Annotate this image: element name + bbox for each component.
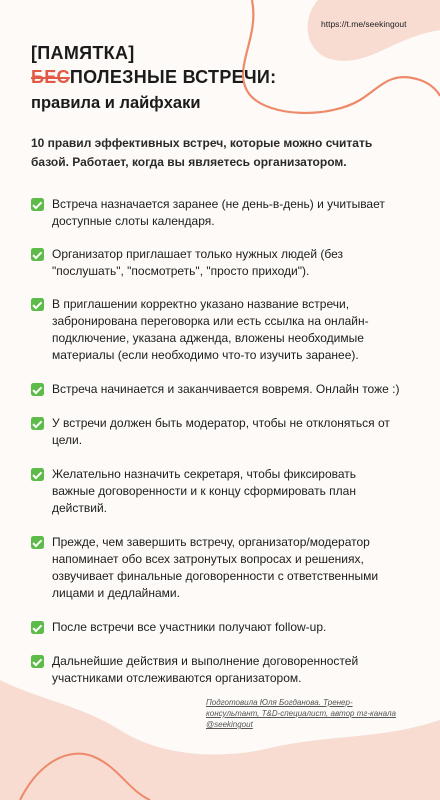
list-item: [31, 415, 401, 449]
rules-list: [31, 196, 401, 687]
check-mark-icon: [31, 621, 44, 634]
rule-text: У встречи должен быть модератор, чтобы не отклоняться от цели.: [52, 416, 390, 447]
rule-text: В приглашении корректно указано название встречи, забронирована переговорка или есть ссылка на онлайн-подключение, указана адженда, вложены необходимые материалы (если необходимо что-то изучить заранее).: [52, 297, 369, 362]
check-mark-icon: [31, 198, 44, 211]
list-item: [31, 466, 401, 517]
list-item: [31, 381, 401, 398]
list-item: [31, 534, 401, 602]
rule-text: Организатор приглашает только нужных людей (без "послушать", "посмотреть", "просто приходи").: [52, 247, 344, 278]
channel-link[interactable]: https://t.me/seekingout: [321, 19, 407, 29]
rule-text: Встреча назначается заранее (не день-в-день) и учитывает доступные слоты календаря.: [52, 197, 385, 228]
rule-text: Прежде, чем завершить встречу, организатор/модератор напоминает обо всех затронутых вопросах и решениях, озвучивает финальные договоренности с ответственными лицами и дедлайнами.: [52, 535, 379, 600]
check-mark-icon: [31, 383, 44, 396]
title-bracket: [ПАМЯТКА]: [31, 43, 135, 63]
check-mark-icon: [31, 536, 44, 549]
list-item: [31, 296, 401, 364]
check-mark-icon: [31, 655, 44, 668]
check-mark-icon: [31, 417, 44, 430]
page-title: [31, 41, 361, 115]
check-mark-icon: [31, 248, 44, 261]
rule-text: Дальнейшие действия и выполнение договоренностей участниками отслеживаются организатором.: [52, 654, 359, 685]
check-mark-icon: [31, 468, 44, 481]
list-item: [31, 653, 401, 687]
title-rest: ПОЛЕЗНЫЕ ВСТРЕЧИ:: [69, 67, 277, 87]
rule-text: Желательно назначить секретаря, чтобы фиксировать важные договоренности и к концу сформировать план действий.: [52, 467, 357, 515]
intro-text: 10 правил эффективных встреч, которые можно считать базой. Работает, когда вы являетесь организатором.: [31, 136, 373, 169]
rule-text: Встреча начинается и заканчивается вовремя. Онлайн тоже :): [52, 382, 400, 396]
subtitle: правила и лайфхаки: [31, 94, 201, 112]
list-item: [31, 246, 401, 280]
title-line-1: [31, 41, 361, 65]
check-mark-icon: [31, 298, 44, 311]
title-line-2: [31, 65, 361, 89]
title-strike: БЕС: [31, 67, 70, 87]
rule-text: После встречи все участники получают follow-up.: [52, 620, 327, 634]
list-item: [31, 619, 401, 636]
author-credit[interactable]: Подготовила Юля Богданова. Тренер-консультант, T&D-специалист, автор тг-канала @seekingout: [206, 698, 396, 729]
list-item: [31, 196, 401, 230]
